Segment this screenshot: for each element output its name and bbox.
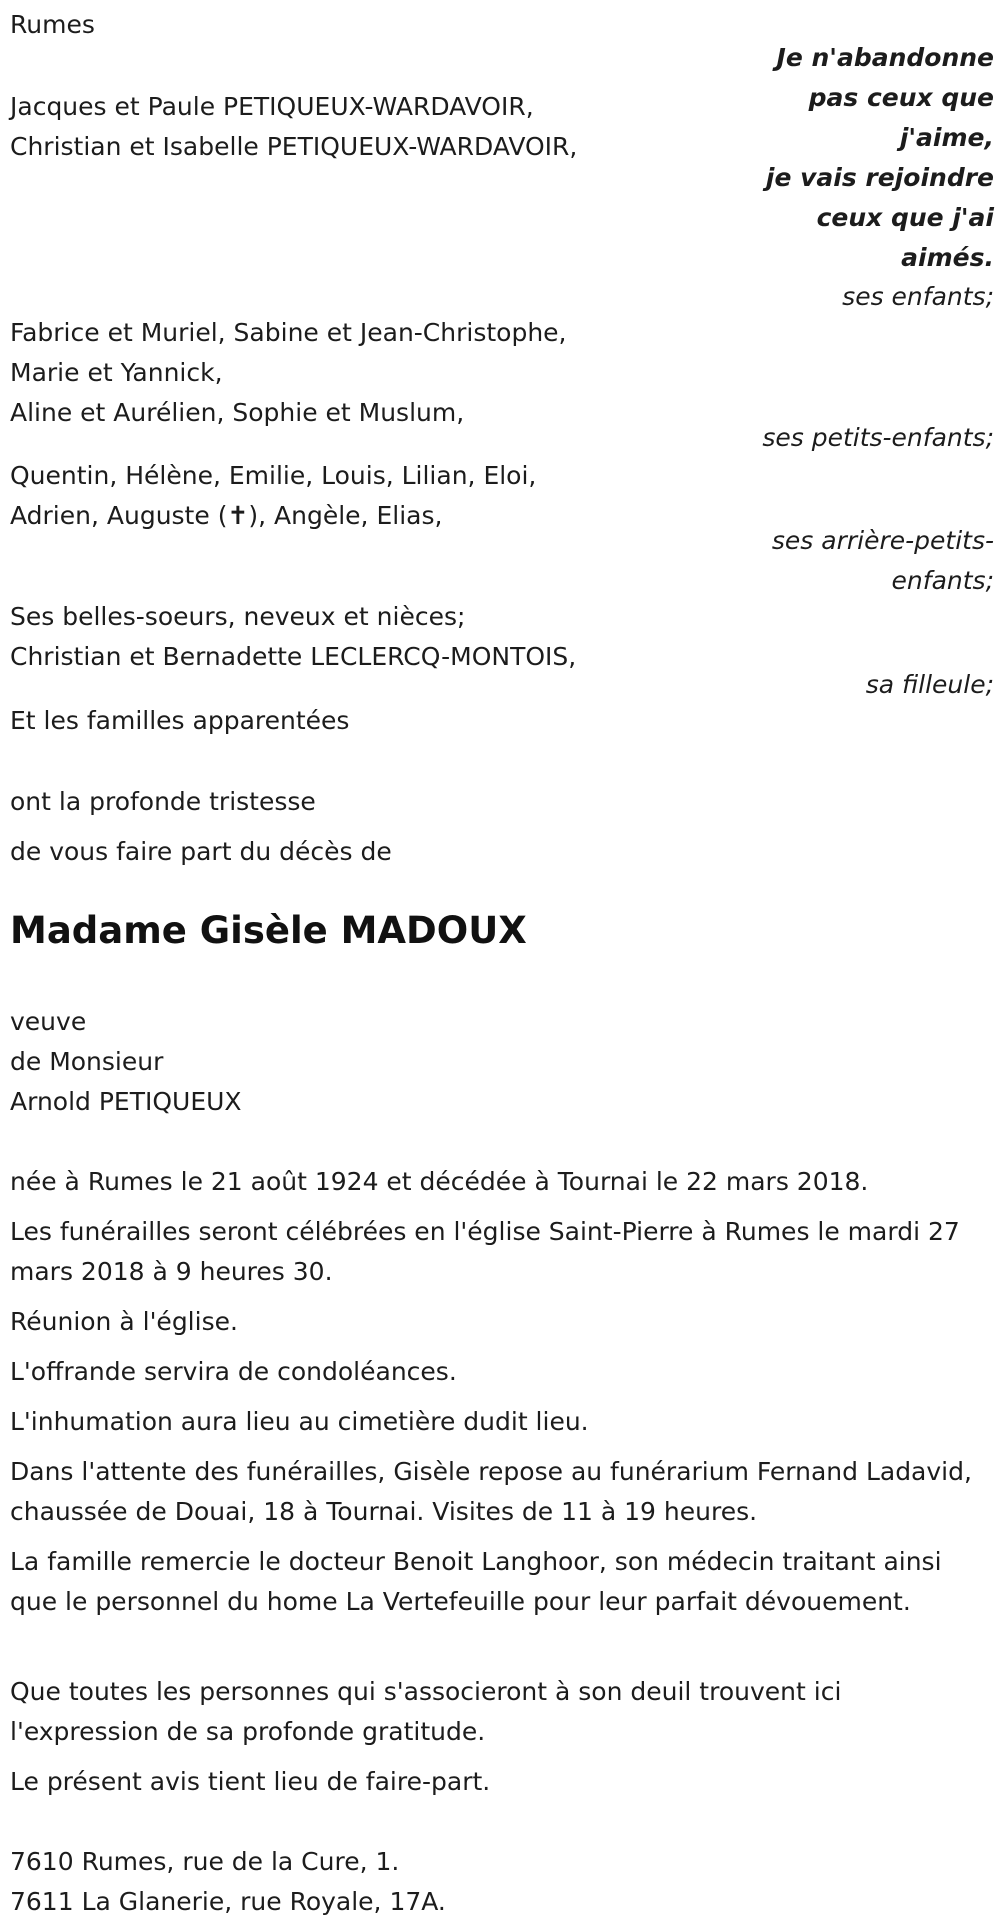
families-line: Et les familles apparentées <box>10 706 350 735</box>
grandchildren-label: ses petits-enfants; <box>762 423 994 452</box>
paragraph-meeting: Réunion à l'église. <box>10 1307 238 1336</box>
children-names <box>10 87 577 167</box>
goddaughter-names <box>10 597 576 677</box>
family-line: Quentin, Hélène, Emilie, Louis, Lilian, Eloi, <box>10 461 537 490</box>
paragraph-funeral: Les funérailles seront célébrées en l'église Saint-Pierre à Rumes le mardi 27 mars 2018 à 9 heures 30. <box>10 1217 960 1286</box>
family-line: Marie et Yannick, <box>10 358 223 387</box>
quote-line: j'aime, <box>899 123 994 152</box>
grandchildren-names <box>10 313 567 433</box>
widow-line: Arnold PETIQUEUX <box>10 1087 242 1116</box>
paragraph-birth-death: née à Rumes le 21 août 1924 et décédée à Tournai le 22 mars 2018. <box>10 1167 869 1196</box>
label-line: ses arrière-petits- <box>771 526 994 555</box>
announcement-line: de vous faire part du décès de <box>10 837 392 866</box>
quote-line: ceux que j'ai <box>816 203 994 232</box>
address-line: 7611 La Glanerie, rue Royale, 17A. <box>10 1887 446 1916</box>
family-line: Ses belles-soeurs, neveux et nièces; <box>10 602 466 631</box>
paragraph-thanks: La famille remercie le docteur Benoit Langhoor, son médecin traitant ainsi que le personnel du home La Vertefeuille pour leur parfait dévouement. <box>10 1547 942 1616</box>
great-grandchildren-label <box>772 521 994 601</box>
family-line: Adrien, Auguste (✝), Angèle, Elias, <box>10 501 443 530</box>
family-line: Aline et Aurélien, Sophie et Muslum, <box>10 398 465 427</box>
address-line: 7610 Rumes, rue de la Cure, 1. <box>10 1847 400 1876</box>
goddaughter-label: sa filleule; <box>865 670 994 699</box>
quote-line: Je n'abandonne <box>776 43 994 72</box>
deceased-name: Madame Gisèle MADOUX <box>10 909 527 952</box>
paragraph-offering: L'offrande servira de condoléances. <box>10 1357 457 1386</box>
announcement-line: ont la profonde tristesse <box>10 787 316 816</box>
quote <box>674 38 994 278</box>
widow-line: veuve <box>10 1007 87 1036</box>
family-line: Jacques et Paule PETIQUEUX-WARDAVOIR, <box>10 92 534 121</box>
paragraph-burial: L'inhumation aura lieu au cimetière dudit lieu. <box>10 1407 589 1436</box>
quote-line: je vais rejoindre <box>765 163 994 192</box>
paragraph-notice: Le présent avis tient lieu de faire-part. <box>10 1767 491 1796</box>
location: Rumes <box>10 10 95 39</box>
paragraph-funerarium: Dans l'attente des funérailles, Gisèle repose au funérarium Fernand Ladavid, chaussée de Douai, 18 à Tournai. Visites de 11 à 19 heures. <box>10 1457 972 1526</box>
family-line: Fabrice et Muriel, Sabine et Jean-Christophe, <box>10 318 567 347</box>
family-line: Christian et Bernadette LECLERCQ-MONTOIS, <box>10 642 577 671</box>
family-line: Christian et Isabelle PETIQUEUX-WARDAVOIR, <box>10 132 578 161</box>
widow-line: de Monsieur <box>10 1047 164 1076</box>
quote-line: aimés. <box>901 243 994 272</box>
great-grandchildren-names <box>10 456 536 536</box>
quote-line: pas ceux que <box>808 83 994 112</box>
widow-info <box>10 1002 242 1122</box>
children-label: ses enfants; <box>842 282 994 311</box>
label-line: enfants; <box>891 566 994 595</box>
paragraph-gratitude: Que toutes les personnes qui s'associeront à son deuil trouvent ici l'expression de sa profonde gratitude. <box>10 1677 842 1746</box>
